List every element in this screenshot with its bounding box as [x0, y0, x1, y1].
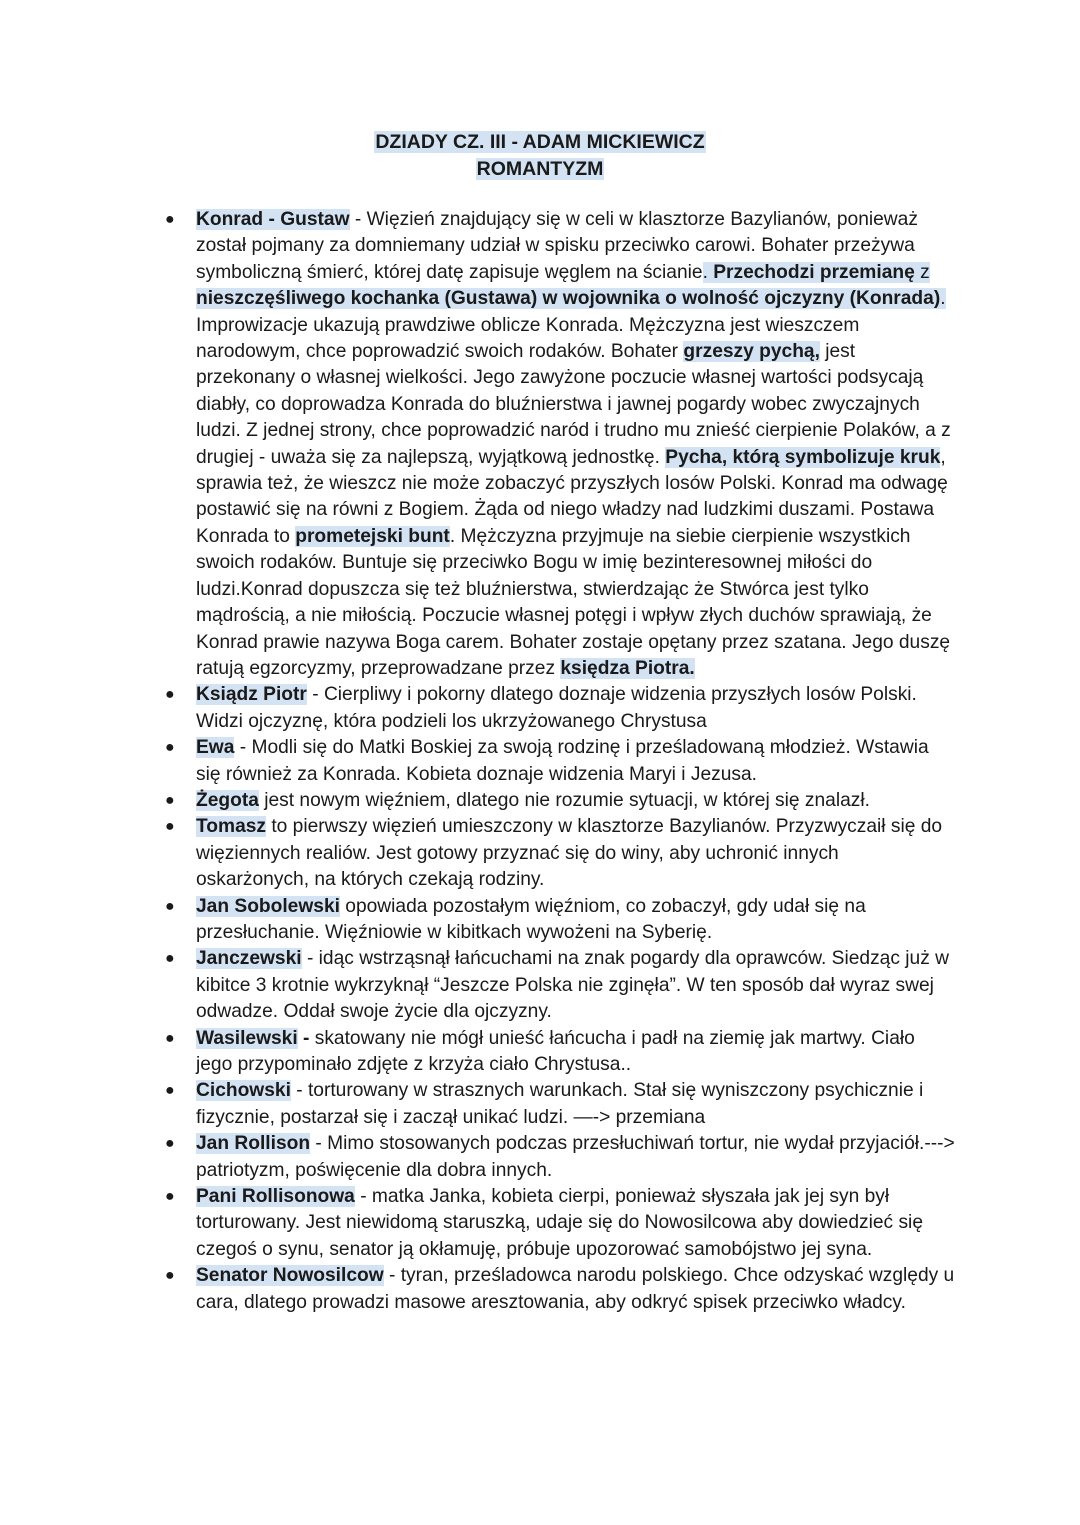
text-segment: jest przekonany o własnej wielkości. Jego zawyżone poczucie własnej wartości podsycają diabły, co doprowadza Konrada do bluźnierstwa i jawnej pogardy wobec zwyczajnych ludzi. Z jednej strony, chce poprowadzić naród i trudno mu znieść cierpienie Polaków, a z drugiej - uważa się za najlepszą, wyjątkową jednostkę. [196, 341, 951, 468]
list-item [165, 682, 955, 735]
list-item [165, 1078, 955, 1131]
character-name: Janczewski [196, 948, 302, 970]
text-segment: , sprawia też, że wieszcz nie może zobaczyć przyszłych losów Polski. Konrad ma odwagę postawić się na równi z Bogiem. Żąda od niego władzy nad ludzkimi duszami. Postawa Konrada to [196, 446, 948, 547]
bullet-icon: ● [165, 1267, 175, 1285]
bullet-icon: ● [165, 1082, 175, 1100]
list-item [165, 946, 955, 1025]
text-segment: - Mimo stosowanych podczas przesłuchiwań tortur, nie wydał przyjaciół.---> patriotyzm, poświęcenie dla dobra innych. [196, 1133, 955, 1181]
text-segment: . [702, 261, 714, 283]
character-name: Konrad - Gustaw [196, 209, 350, 230]
character-name: Cichowski [196, 1080, 291, 1102]
text-segment: Pycha, którą symbolizuje kruk [665, 446, 941, 468]
bullet-icon: ● [165, 818, 175, 836]
text-segment: nieszczęśliwego kochanka (Gustawa) w wojownika o wolność ojczyzny (Konrada) [196, 288, 941, 310]
text-segment: prometejski bunt [295, 525, 450, 547]
text-segment: - Więzień znajdujący się w celi w klasztorze Bazylianów, ponieważ został pojmany za domniemany udział w spisku przeciwko carowi. Bohater przeżywa symboliczną śmierć, której datę zapisuje węglem na ścianie [196, 209, 918, 283]
list-item [165, 207, 955, 682]
list-item [165, 814, 955, 893]
text-segment: - matka Janka, kobieta cierpi, ponieważ słyszała jak jej syn był torturowany. Jest niewidomą staruszką, udaje się do Nowosilcowa aby dowiedzieć się czegoś o synu, senator ją okłamuję, próbuje upozorować samobójstwo jej syna. [196, 1186, 923, 1260]
text-segment: to pierwszy więzień umieszczony w klasztorze Bazylianów. Przyzwyczaił się do więziennych realiów. Jest gotowy przyznać się do winy, aby uchronić innych oskarżonych, na których czekają rodziny. [196, 816, 943, 891]
list-item [165, 1026, 955, 1079]
text-segment: . Mężczyzna przyjmuje na siebie cierpienie wszystkich swoich rodaków. Buntuje się przeciwko Bogu w imię bezinteresownej miłości do ludzi.Konrad dopuszcza się też bluźnierstwa, stwierdzając że Stwórca jest tylko mądrością, a nie miłością. Poczucie własnej potęgi i wpływ złych duchów sprawiają, że Konrad prawie nazywa Boga carem. Bohater zostaje opętany przez szatana. Jego duszę ratują egzorcyzmy, przeprowadzane przez [196, 525, 951, 679]
bullet-icon: ● [165, 791, 175, 809]
bullet-icon: ● [165, 1029, 175, 1047]
list-item [165, 1184, 955, 1263]
text-segment: . [940, 288, 946, 310]
character-name: Jan Rollison [196, 1133, 311, 1155]
character-name: Wasilewski [196, 1027, 298, 1049]
bullet-icon: ● [165, 950, 175, 968]
bullet-icon: ● [165, 686, 175, 704]
list-item [165, 788, 955, 814]
bullet-icon: ● [165, 1188, 175, 1206]
text-segment: - Cierpliwy i pokorny dlatego doznaje widzenia przyszłych losów Polski. Widzi ojczyznę, która podzieli los ukrzyżowanego Chrystusa [196, 684, 917, 732]
character-name: Żegota [196, 789, 259, 811]
text-segment: jest nowym więźniem, dlatego nie rozumie sytuacji, w której się znalazł. [258, 789, 870, 811]
bullet-icon: ● [165, 897, 175, 915]
title-line-1: DZIADY CZ. III - ADAM MICKIEWICZ [375, 131, 705, 153]
title-line-2: ROMANTYZM [476, 158, 604, 180]
list-item [165, 1131, 955, 1184]
text-segment: - Modli się do Matki Boskiej za swoją rodzinę i prześladowaną młodzież. Wstawia się również za Konrada. Kobieta doznaje widzenia Maryi i Jezusa. [196, 737, 929, 785]
text-segment: opowiada pozostałym więźniom, co zobaczył, gdy udał się na przesłuchanie. Więźniowie w kibitkach wywożeni na Syberię. [196, 895, 866, 943]
text-segment: księdza Piotra. [560, 657, 695, 679]
character-name: Tomasz [196, 816, 267, 838]
text-segment: skatowany nie mógł unieść łańcucha i padł na ziemię jak martwy. Ciało jego przypominało zdjęte z krzyża ciało Chrystusa.. [196, 1027, 915, 1075]
character-list [165, 207, 955, 1316]
text-segment: - tyran, prześladowca narodu polskiego. Chce odzyskać względy u cara, dlatego prowadzi masowe aresztowania, aby odkryć spisek przeciwko władcy. [196, 1265, 955, 1313]
character-name: Senator Nowosilcow [196, 1265, 384, 1287]
text-segment: - torturowany w strasznych warunkach. Stał się wyniszczony psychicznie i fizycznie, postarzał się i zaczął unikać ludzi. —-> przemiana [196, 1080, 924, 1128]
list-item [165, 735, 955, 788]
bullet-icon: ● [165, 1135, 175, 1153]
text-segment: - idąc wstrząsnął łańcuchami na znak pogardy dla oprawców. Siedząc już w kibitce 3 krotnie wykrzyknął “Jeszcze Polska nie zginęła”. W ten sposób dał wyraz swej odwadze. Oddał swoje życie dla ojczyzny. [196, 948, 949, 1023]
text-segment: - [297, 1027, 310, 1049]
bullet-icon: ● [165, 211, 175, 228]
character-name: Pani Rollisonowa [196, 1186, 355, 1208]
list-item [165, 894, 955, 947]
text-segment: Przechodzi przemianę [713, 261, 915, 283]
character-name: Jan Sobolewski [196, 895, 340, 917]
character-name: Ksiądz Piotr [196, 684, 307, 706]
list-item [165, 1263, 955, 1316]
character-name: Ewa [196, 737, 235, 759]
text-segment: Improwizacje ukazują prawdziwe oblicze Konrada. Mężczyzna jest wieszczem narodowym, chce poprowadzić swoich rodaków. Bohater [196, 314, 860, 363]
bullet-icon: ● [165, 739, 175, 757]
document-title [0, 129, 1080, 183]
text-segment: grzeszy pychą, [683, 341, 820, 363]
text-segment: z [914, 261, 930, 283]
